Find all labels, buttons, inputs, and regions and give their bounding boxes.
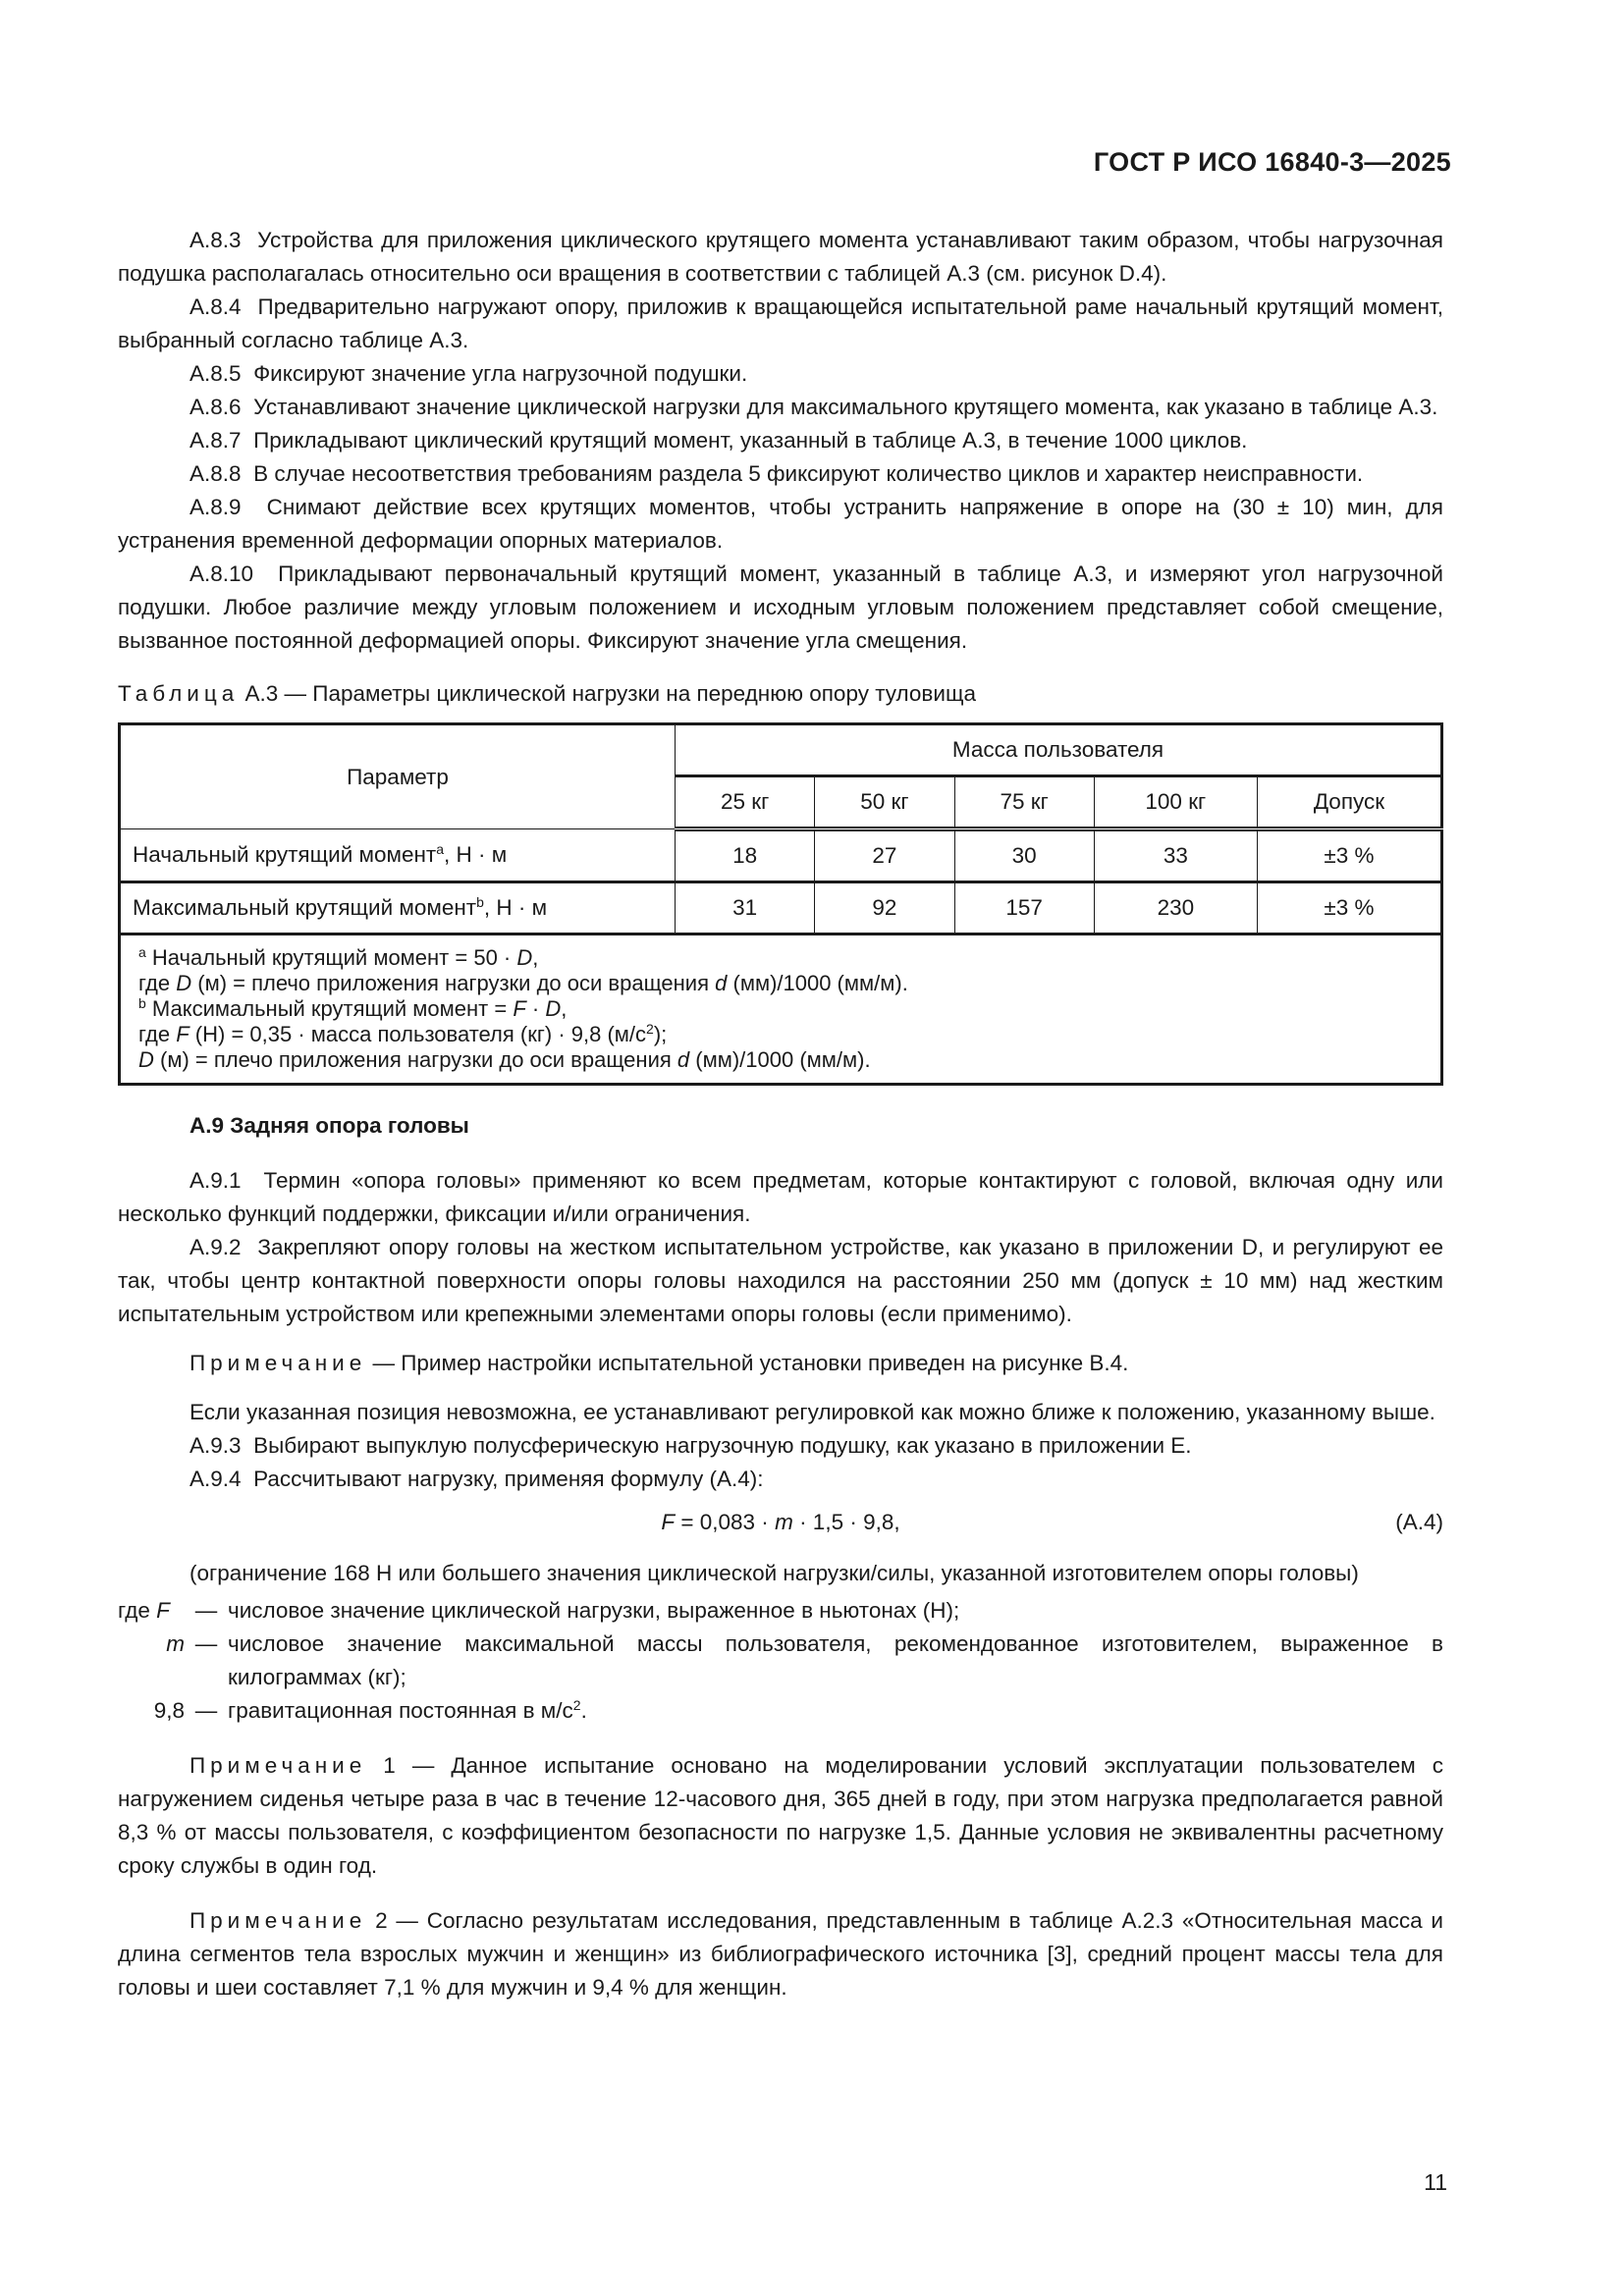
paragraph-a8-4 [118,291,1443,357]
clause-text: Устанавливают значение циклической нагрузки для максимального крутящего момента, как указано в таблице А.3. [253,395,1438,419]
table-cell: 30 [954,829,1094,882]
footnote-text: (м) = плечо приложения нагрузки до оси вращения [191,971,716,995]
footnote-text: Начальный крутящий момент = 50 · [151,945,517,970]
variable: d [677,1047,690,1072]
formula-text: · 1,5 · 9,8, [792,1510,900,1534]
definition-text: числовое значение максимальной массы пользователя, рекомендованное изготовителем, выраженное в килограммах (кг); [228,1631,1443,1689]
table-footnotes [120,934,1442,1085]
table-cell: 92 [815,882,954,934]
paragraph-a9-3 [118,1429,1443,1463]
variable: D [138,1047,154,1072]
clause-text: Предварительно нагружают опору, приложив к вращающейся испытательной раме начальный крутящий момент, выбранный согласно таблице А.3. [118,294,1443,352]
paragraph-if-impossible: Если указанная позиция невозможна, ее устанавливают регулировкой как можно ближе к положению, указанному выше. [189,1400,1435,1424]
formula-number: (А.4) [1395,1510,1443,1534]
table-cell: 230 [1094,882,1257,934]
definition-text-part: . [580,1698,587,1723]
definition-m [118,1628,1443,1694]
formula-a4 [118,1506,1443,1539]
clause-number: А.8.7 [189,428,242,453]
definition-text [228,1694,1443,1728]
footnote-mark: b [138,995,146,1011]
note-2 [118,1904,1443,2004]
clause-text: Прикладывают циклический крутящий момент, указанный в таблице А.3, в течение 1000 циклов. [253,428,1248,453]
note-number: 2 [375,1908,388,1933]
paragraph-a8-6 [118,391,1443,424]
where-word: где [118,1598,157,1623]
column-header: Допуск [1257,776,1441,829]
note-text: — Данное испытание основано на моделировании условий эксплуатации пользователем с нагружением сиденья четыре раза в час в течение 12-часового дня, 365 дней в году, при этом нагрузка предполагается равной 8,3 % от массы пользователя, с коэффициентом безопасности по нагрузке 1,5. Данные условия не эквивалентны расчетному сроку службы в один год. [118,1753,1443,1878]
clause-text: Рассчитывают нагрузку, применяя формулу (А.4): [253,1467,764,1491]
footnote-b-d [138,1047,1423,1073]
note-text: — Пример настройки испытательной установки приведен на рисунке В.4. [366,1351,1129,1375]
variable: D [176,971,192,995]
variable: F [513,996,526,1021]
standard-header: ГОСТ Р ИСО 16840-3—2025 [1093,147,1451,177]
clause-number: А.9.1 [189,1168,242,1193]
table-a3 [118,722,1443,1086]
row-label-text: Максимальный крутящий момент [133,895,477,920]
footnote-mark: a [436,841,445,857]
footnote-mark: a [138,944,146,960]
superscript: 2 [572,1697,581,1713]
variable: F [661,1510,676,1534]
table-cell: 157 [954,882,1094,934]
table-row [120,882,1442,934]
definition-F [118,1594,1443,1628]
table-cell: ±3 % [1257,829,1441,882]
table-cell: 33 [1094,829,1257,882]
page-number: 11 [1424,2169,1447,2195]
paragraph-a8-7 [118,424,1443,457]
footnote-text: ); [653,1022,668,1046]
row-label [120,882,676,934]
clause-text: Выбирают выпуклую полусферическую нагрузочную подушку, как указано в приложении Е. [253,1433,1192,1458]
clause-number: А.9.2 [189,1235,242,1259]
note-word: Примечание [189,1351,367,1375]
footnote-text: · [525,996,546,1021]
clause-number: А.9.4 [189,1467,242,1491]
footnote-text: (м) = плечо приложения нагрузки до оси вращения [153,1047,677,1072]
clause-text: Устройства для приложения циклического крутящего момента устанавливают таким образом, чтобы нагрузочная подушка располагалась относительно оси вращения в соответствии с таблицей А.3 (см. рисунок D.4). [118,228,1443,286]
clause-number: А.8.8 [189,461,242,486]
clause-number: А.8.5 [189,361,242,386]
footnote-text: где [138,971,177,995]
definition-dash: — [194,1631,218,1656]
variable: m [775,1510,793,1534]
clause-number: А.8.10 [189,561,254,586]
paragraph-a9-1 [118,1164,1443,1231]
definition-text-part: гравитационная постоянная в м/с [228,1698,573,1723]
footnote-a [138,945,1423,971]
formula-text: = 0,083 · [675,1510,776,1534]
clause-text: Фиксируют значение угла нагрузочной подушки. [253,361,748,386]
clause-text: В случае несоответствия требованиям раздела 5 фиксируют количество циклов и характер неисправности. [253,461,1364,486]
column-header: 50 кг [815,776,954,829]
footnote-a-where [138,971,1423,996]
footnote-text: Максимальный крутящий момент = [151,996,514,1021]
column-header: 75 кг [954,776,1094,829]
table-cell: ±3 % [1257,882,1441,934]
table-caption-text: А.3 — Параметры циклической нагрузки на переднюю опору туловища [244,681,976,706]
column-header: 25 кг [676,776,815,829]
clause-text: Снимают действие всех крутящих моментов, чтобы устранить напряжение в опоре на (30 ± 10) мин, для устранения временной деформации опорных материалов. [118,495,1443,553]
clause-number: А.9.3 [189,1433,242,1458]
note-1 [118,1749,1443,1883]
note-paragraph [118,1347,1443,1380]
clause-text: Закрепляют опору головы на жестком испытательном устройстве, как указано в приложении D, и регулируют ее так, чтобы центр контактной поверхности опоры головы находился на расстоянии 250 мм (допуск ± 10 мм) над жестким испытательным устройством или крепежными элементами опоры головы (если применимо). [118,1235,1443,1326]
formula-body [661,1510,899,1534]
note-number: 1 [383,1753,396,1778]
page-content [118,224,1443,2004]
row-label [120,829,676,882]
footnote-b-where [138,1022,1423,1047]
footnote-text: где [138,1022,177,1046]
paragraph-a8-5 [118,357,1443,391]
definition-symbol: 9,8 [153,1698,185,1723]
footnote-mark: b [476,894,484,910]
variable: D [545,996,562,1021]
row-unit: , Н · м [444,842,508,867]
variable: d [715,971,728,995]
footnote-text: (мм)/1000 (мм/м). [689,1047,871,1072]
row-unit: , Н · м [483,895,548,920]
variable: F [156,1598,170,1623]
section-heading-a9: А.9 Задняя опора головы [189,1113,469,1138]
note-text: — Согласно результатам исследования, представленным в таблице А.2.3 «Относительная масса и длина сегментов тела взрослых мужчин и женщин» из библиографического источника [3], средний процент массы тела для головы и шеи составляет 7,1 % для мужчин и 9,4 % для женщин. [118,1908,1443,2000]
clause-number: А.8.4 [189,294,242,319]
paragraph-a9-2 [118,1231,1443,1331]
clause-text: Прикладывают первоначальный крутящий момент, указанный в таблице А.3, и измеряют угол нагрузочной подушки. Любое различие между угловым положением и исходным угловым положением представляет собой смещение, вызванное постоянной деформацией опоры. Фиксируют значение угла смещения. [118,561,1443,653]
variable: D [516,945,533,970]
clause-number: А.8.3 [189,228,242,252]
column-header: 100 кг [1094,776,1257,829]
definition-g [118,1694,1443,1728]
definition-dash: — [194,1698,218,1723]
paragraph-limit: (ограничение 168 Н или большего значения циклической нагрузки/силы, указанной изготовителем опоры головы) [189,1561,1359,1585]
table-caption [118,677,1443,711]
definition-dash: — [194,1598,218,1623]
paragraph-a8-9 [118,491,1443,558]
header-user-mass: Масса пользователя [676,724,1442,776]
row-label-text: Начальный крутящий момент [133,842,437,867]
table-cell: 27 [815,829,954,882]
table-cell: 31 [676,882,815,934]
header-parameter: Параметр [120,724,676,829]
clause-text: Термин «опора головы» применяют ко всем предметам, которые контактируют с головой, включая одну или несколько функций поддержки, фиксации и/или ограничения. [118,1168,1443,1226]
footnote-text: (Н) = 0,35 · масса пользователя (кг) · 9,8 (м/с [189,1022,647,1046]
paragraph-a9-4 [118,1463,1443,1496]
table-caption-word: Таблица [118,681,240,706]
variable: F [176,1022,189,1046]
footnote-text: , [532,945,539,970]
definition-text: числовое значение циклической нагрузки, выраженное в ньютонах (Н); [228,1598,960,1623]
variable: m [166,1631,185,1656]
footnote-text: , [561,996,568,1021]
definition-symbol [118,1594,185,1628]
footnote-b [138,996,1423,1022]
table-row [120,829,1442,882]
paragraph-a8-10 [118,558,1443,658]
note-word: Примечание [189,1753,367,1778]
table-cell: 18 [676,829,815,882]
clause-number: А.8.9 [189,495,242,519]
clause-number: А.8.6 [189,395,242,419]
superscript: 2 [646,1021,654,1037]
note-word: Примечание [189,1908,367,1933]
paragraph-a8-3 [118,224,1443,291]
variable-definitions [118,1594,1443,1728]
paragraph-a8-8 [118,457,1443,491]
footnote-text: (мм)/1000 (мм/м). [727,971,908,995]
definition-symbol [118,1628,185,1694]
